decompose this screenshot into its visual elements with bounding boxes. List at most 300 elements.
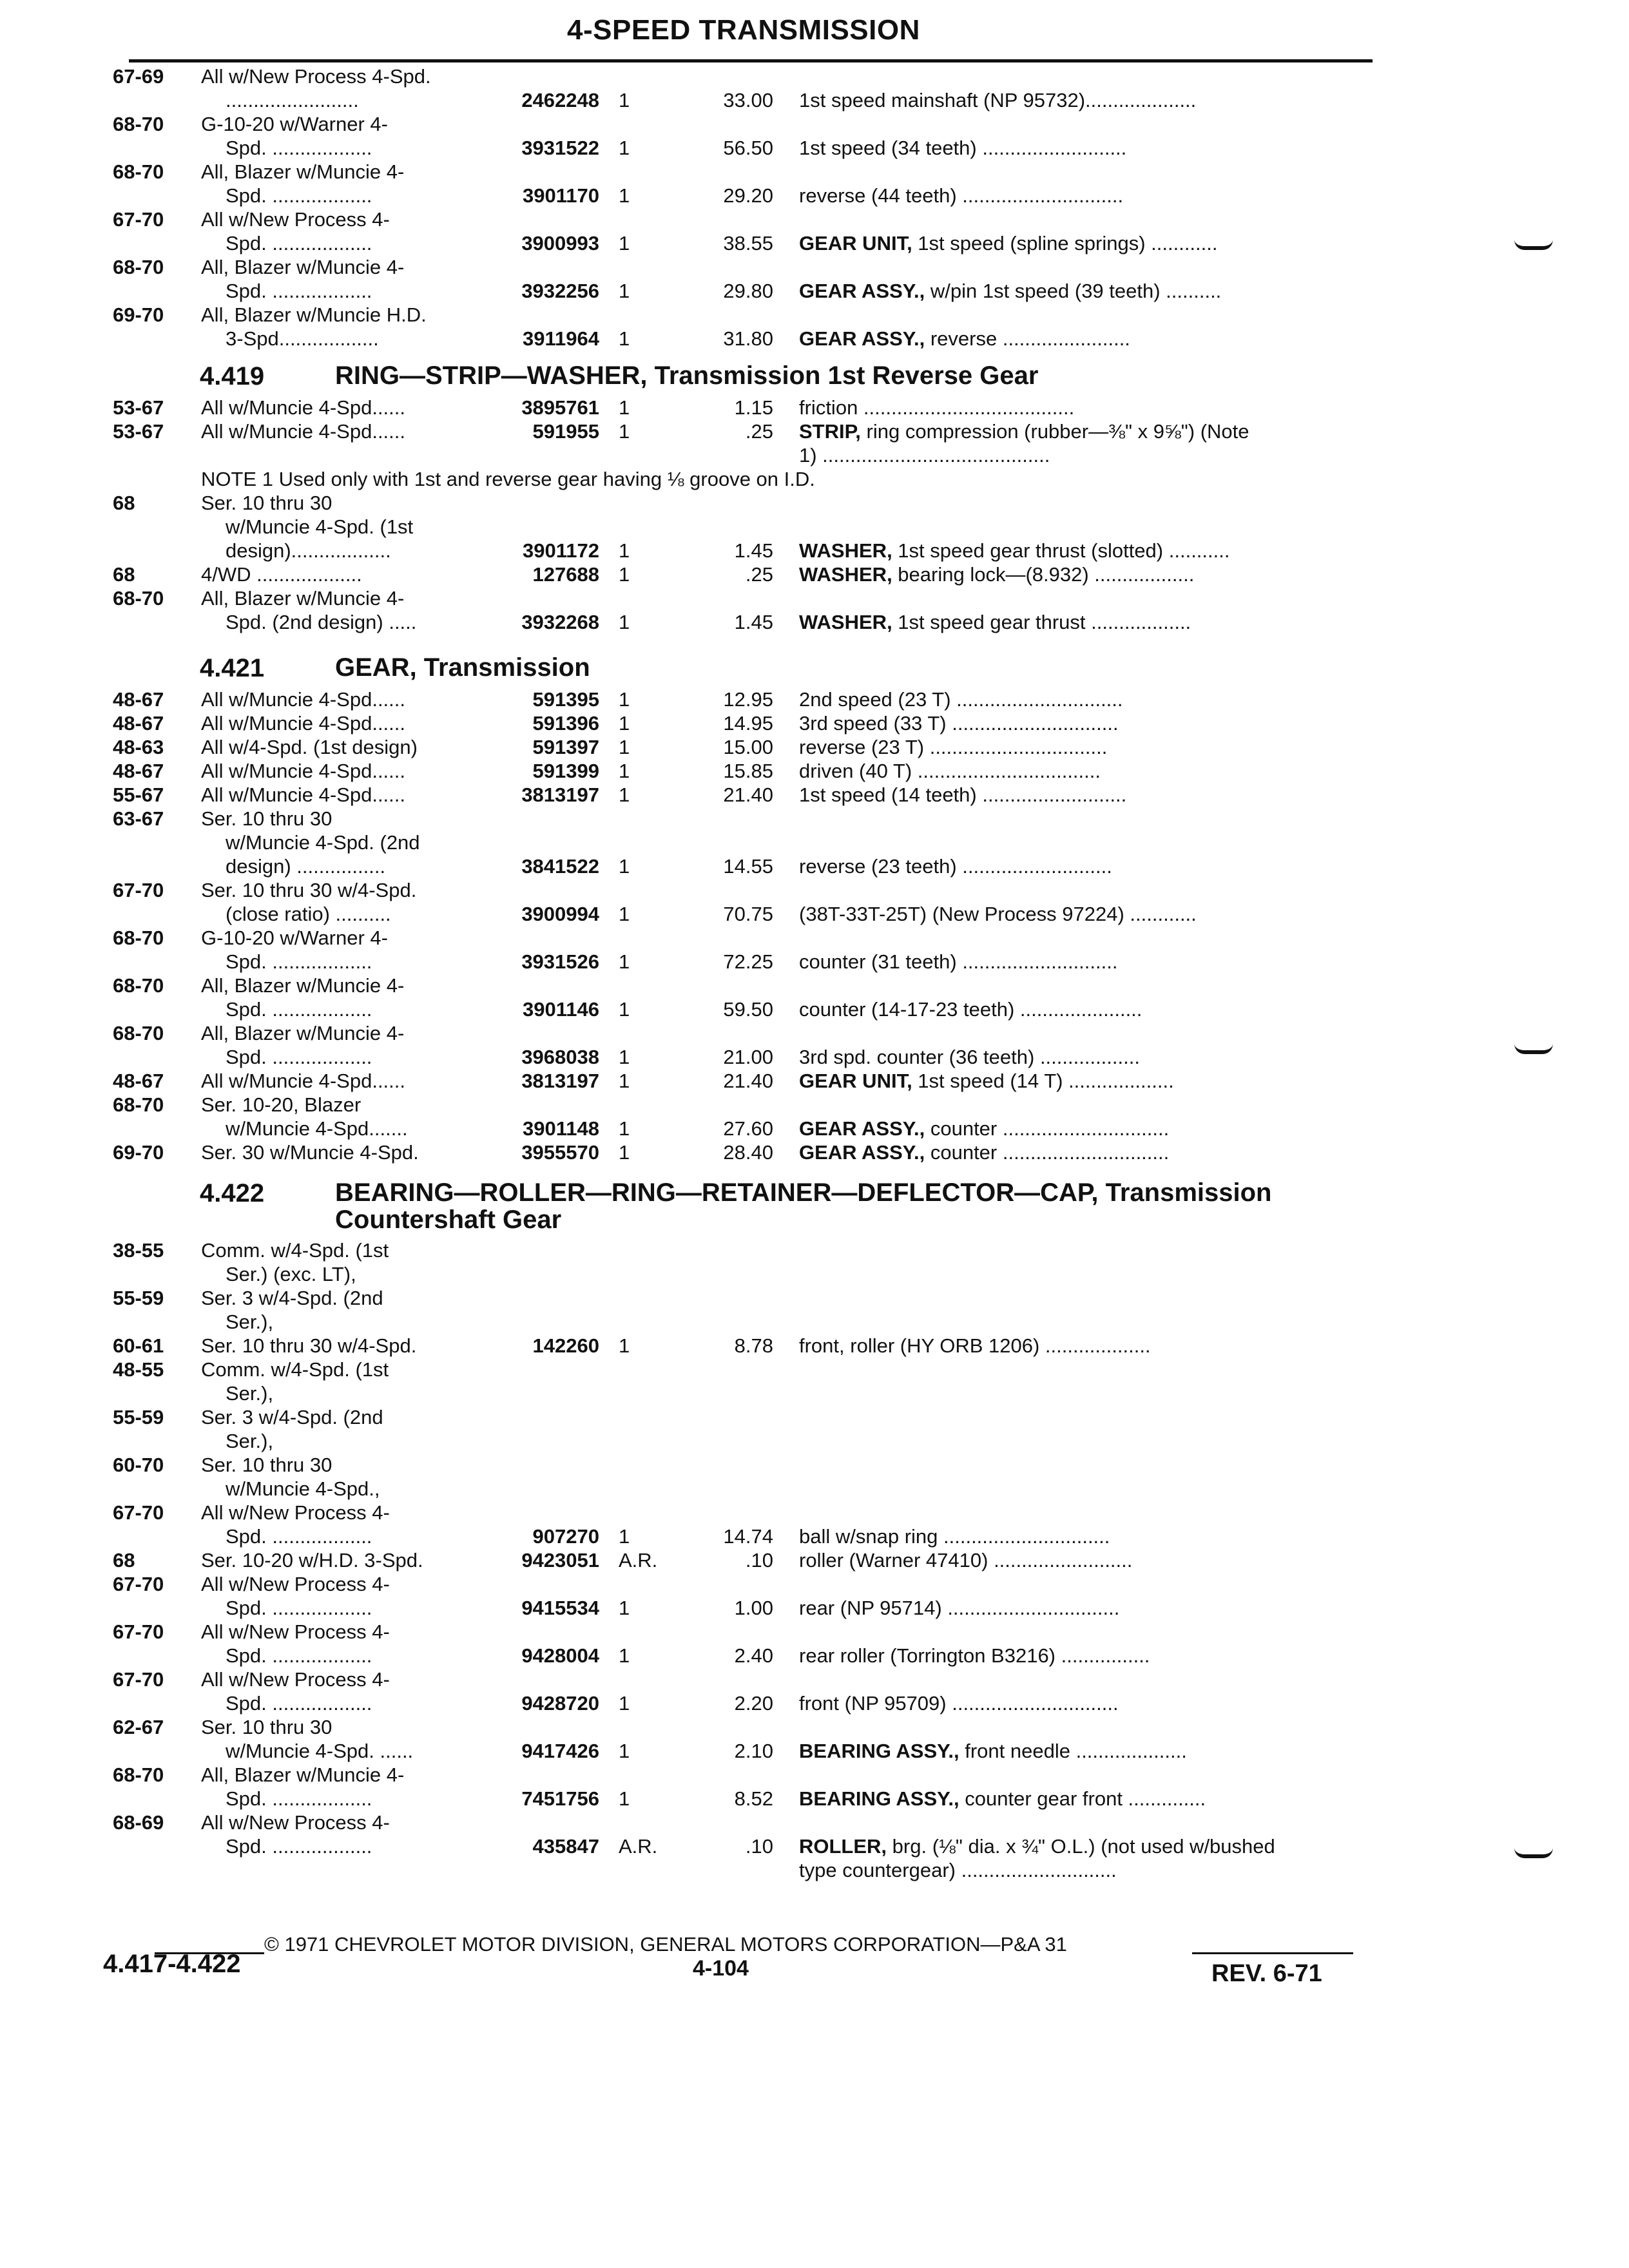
application: Comm. w/4-Spd. (1st (201, 1358, 389, 1381)
application: Ser. 10-20, Blazer (201, 1093, 361, 1116)
application: Spd. .................. (226, 184, 372, 207)
description-text: counter (31 teeth) ............................ (799, 950, 1118, 973)
application: Ser. 10 thru 30 w/4-Spd. (201, 1334, 417, 1357)
part-description (799, 1140, 1373, 1164)
description-text: 1st speed (14 teeth) .......................... (799, 783, 1127, 806)
section-title: GEAR, Transmission (335, 653, 590, 682)
application: w/Muncie 4-Spd....... (226, 1117, 408, 1140)
model-years: 68 (113, 492, 135, 514)
description-text: 3rd speed (33 T) .............................. (799, 712, 1119, 735)
quantity: 1 (619, 1740, 630, 1762)
application: (close ratio) .......... (226, 903, 391, 925)
section-number: 4.419 (200, 362, 265, 390)
model-years: 67-70 (113, 1573, 164, 1595)
part-description (799, 1045, 1373, 1069)
price: 14.74 (723, 1525, 773, 1548)
part-row (0, 160, 1629, 184)
part-type: WASHER, (799, 539, 892, 562)
application: All w/Muncie 4-Spd...... (201, 783, 406, 806)
description-text: brg. (⅛" dia. x ¾" O.L.) (not used w/bushed (887, 1835, 1275, 1858)
part-description (799, 783, 1373, 807)
quantity: 1 (619, 950, 630, 973)
model-years: 48-55 (113, 1358, 164, 1381)
part-description (799, 1069, 1373, 1093)
quantity: 1 (619, 137, 630, 159)
model-years: 55-59 (113, 1406, 164, 1428)
model-years: 68-70 (113, 974, 164, 997)
application: design).................. (226, 539, 391, 562)
model-years: 60-61 (113, 1334, 164, 1357)
part-row (0, 1310, 1629, 1334)
part-description (799, 759, 1373, 783)
section-number: 4.422 (200, 1179, 265, 1207)
part-description (799, 1334, 1373, 1358)
part-row (0, 586, 1629, 610)
part-number: 435847 (532, 1835, 599, 1858)
description-text: front, roller (HY ORB 1206) ................... (799, 1334, 1151, 1357)
price: 56.50 (723, 137, 773, 159)
application: 3-Spd.................. (226, 327, 379, 350)
description-text: counter gear front .............. (959, 1787, 1206, 1810)
part-description (799, 1524, 1373, 1548)
price: 33.00 (723, 89, 773, 111)
part-description (799, 88, 1373, 112)
part-number: 3895761 (521, 396, 599, 419)
model-years: 55-59 (113, 1287, 164, 1309)
price: 14.95 (723, 712, 773, 735)
part-number: 9417426 (521, 1740, 599, 1762)
part-row (0, 1117, 1629, 1140)
part-number: 3813197 (521, 1070, 599, 1092)
model-years: 69-70 (113, 303, 164, 326)
part-row (0, 279, 1629, 303)
description-text: counter .............................. (925, 1141, 1170, 1164)
application: Ser. 10 thru 30 (201, 1716, 333, 1738)
price: 59.50 (723, 998, 773, 1021)
part-description (799, 327, 1373, 351)
application: Comm. w/4-Spd. (1st (201, 1239, 389, 1262)
price: 12.95 (723, 688, 773, 711)
description-text: front (NP 95709) .............................. (799, 1692, 1119, 1715)
model-years: 68-70 (113, 113, 164, 135)
part-row (0, 1093, 1629, 1117)
application: Ser. 30 w/Muncie 4-Spd. (201, 1141, 419, 1164)
part-row (0, 1787, 1629, 1811)
application: Spd. .................. (226, 137, 372, 159)
application: Ser. 10-20 w/H.D. 3-Spd. (201, 1549, 423, 1571)
part-number: 3841522 (521, 855, 599, 878)
part-description (799, 231, 1373, 255)
description-text: 3rd spd. counter (36 teeth) .................. (799, 1046, 1140, 1068)
binding-mark (1514, 1848, 1553, 1858)
part-row (0, 1572, 1629, 1596)
section-range: 4.417-4.422 (103, 1950, 241, 1978)
section-heading (0, 1179, 1629, 1238)
application: Spd. .................. (226, 1644, 372, 1667)
application: Ser. 10 thru 30 w/4-Spd. (201, 879, 417, 901)
application: All w/Muncie 4-Spd...... (201, 396, 406, 419)
part-number: 3901148 (523, 1117, 599, 1140)
application: Spd. .................. (226, 1525, 372, 1548)
part-row (0, 1834, 1629, 1858)
section-intro (0, 64, 1629, 351)
part-number: 3955570 (521, 1141, 599, 1164)
part-row (0, 997, 1629, 1021)
application: w/Muncie 4-Spd., (226, 1477, 380, 1500)
part-row (0, 1644, 1629, 1667)
part-row (0, 303, 1629, 327)
price: 8.52 (734, 1787, 773, 1810)
description-text: ring compression (rubber—⅜" x 9⅝") (Note (860, 420, 1249, 443)
quantity: 1 (619, 1525, 630, 1548)
application: Spd. .................. (226, 1597, 372, 1619)
model-years: 48-67 (113, 1070, 164, 1092)
application: All, Blazer w/Muncie H.D. (201, 303, 427, 326)
part-row (0, 1453, 1629, 1477)
part-row (0, 1477, 1629, 1501)
model-years: 68-70 (113, 587, 164, 610)
part-row (0, 878, 1629, 902)
application: All, Blazer w/Muncie 4- (201, 974, 405, 997)
application: All w/New Process 4- (201, 1620, 390, 1643)
quantity: 1 (619, 1334, 630, 1357)
part-description (799, 711, 1373, 735)
section-heading (0, 362, 1629, 396)
part-row (0, 1596, 1629, 1620)
part-description (799, 854, 1373, 878)
price: 72.25 (723, 950, 773, 973)
quantity: 1 (619, 736, 630, 758)
part-row (0, 974, 1629, 997)
model-years: 48-67 (113, 688, 164, 711)
application: All, Blazer w/Muncie 4- (201, 587, 405, 610)
application: All w/4-Spd. (1st design) (201, 736, 418, 758)
description-text: counter .............................. (925, 1117, 1170, 1140)
description-text: 1st speed gear thrust .................. (892, 611, 1191, 633)
description-text: rear (NP 95714) ............................... (799, 1597, 1120, 1619)
application: Spd. (2nd design) ..... (226, 611, 417, 633)
part-number: 9428004 (521, 1644, 599, 1667)
part-number: 3931522 (521, 137, 599, 159)
part-row (0, 1334, 1629, 1358)
part-row (0, 539, 1629, 562)
part-row (0, 1501, 1629, 1524)
part-description (799, 610, 1373, 634)
application: Ser. 3 w/4-Spd. (2nd (201, 1287, 383, 1309)
description-text: front needle .................... (959, 1740, 1187, 1762)
application: All w/New Process 4- (201, 1811, 390, 1834)
description-text: reverse (23 teeth) ........................... (799, 855, 1112, 878)
part-row (0, 1358, 1629, 1381)
section-4-421 (0, 654, 1629, 1164)
model-years: 68-70 (113, 927, 164, 949)
part-description (799, 1858, 1373, 1882)
part-description (799, 1691, 1373, 1715)
price: 21.00 (723, 1046, 773, 1068)
price: 2.10 (734, 1740, 773, 1762)
price: 2.40 (734, 1644, 773, 1667)
part-number: 591395 (532, 688, 599, 711)
part-number: 3901172 (523, 539, 599, 562)
description-text: w/pin 1st speed (39 teeth) .......... (925, 280, 1222, 302)
application: Spd. .................. (226, 280, 372, 302)
part-row (0, 1262, 1629, 1286)
application: Spd. .................. (226, 1787, 372, 1810)
part-row (0, 1045, 1629, 1069)
price: 1.45 (734, 611, 773, 633)
model-years: 67-70 (113, 1668, 164, 1691)
quantity: 1 (619, 396, 630, 419)
part-row (0, 1286, 1629, 1310)
application: All w/New Process 4- (201, 1501, 390, 1524)
application: w/Muncie 4-Spd. ...... (226, 1740, 414, 1762)
application: All w/Muncie 4-Spd...... (201, 712, 406, 735)
page-number: 4-104 (693, 1956, 749, 1981)
part-number: 3900994 (521, 903, 599, 925)
section-title: RING—STRIP—WASHER, Transmission 1st Reverse Gear (335, 361, 1039, 390)
part-number: 591396 (532, 712, 599, 735)
application: 4/WD ................... (201, 563, 362, 586)
quantity: 1 (619, 1141, 630, 1164)
copyright-line: © 1971 CHEVROLET MOTOR DIVISION, GENERAL MOTORS CORPORATION—P&A 31 (264, 1933, 1067, 1956)
model-years: 67-70 (113, 1501, 164, 1524)
part-description (799, 136, 1373, 160)
quantity: 1 (619, 1597, 630, 1619)
description-text: type countergear) ............................ (799, 1859, 1117, 1881)
application: All, Blazer w/Muncie 4- (201, 160, 405, 183)
model-years: 67-70 (113, 1620, 164, 1643)
model-years: 53-67 (113, 396, 164, 419)
part-description (799, 902, 1373, 926)
model-years: 60-70 (113, 1454, 164, 1476)
part-row (0, 1069, 1629, 1093)
application: Spd. .................. (226, 1046, 372, 1068)
part-row (0, 1381, 1629, 1405)
part-description (799, 1739, 1373, 1763)
application: All, Blazer w/Muncie 4- (201, 256, 405, 278)
quantity: 1 (619, 184, 630, 207)
price: .10 (745, 1549, 773, 1571)
description-text: 1st speed (spline springs) ............ (912, 232, 1218, 255)
part-row (0, 419, 1629, 443)
description-text: reverse (23 T) ................................ (799, 736, 1108, 758)
application: All w/New Process 4- (201, 1668, 390, 1691)
price: 8.78 (734, 1334, 773, 1357)
description-text: 1) ......................................... (799, 444, 1050, 466)
part-row (0, 902, 1629, 926)
part-number: 3931526 (521, 950, 599, 973)
quantity: A.R. (619, 1835, 658, 1858)
part-description (799, 443, 1373, 467)
price: 1.00 (734, 1597, 773, 1619)
quantity: A.R. (619, 1549, 658, 1571)
part-description (799, 735, 1373, 759)
quantity: 1 (619, 1787, 630, 1810)
model-years: 48-67 (113, 712, 164, 735)
section-number: 4.421 (200, 654, 265, 682)
part-row (0, 1140, 1629, 1164)
section-4-422 (0, 1179, 1629, 1882)
model-years: 68-70 (113, 1763, 164, 1786)
price: 2.20 (734, 1692, 773, 1715)
application: w/Muncie 4-Spd. (2nd (226, 831, 420, 854)
model-years: 68-70 (113, 1093, 164, 1116)
application: All w/New Process 4-Spd. (201, 65, 431, 88)
quantity: 1 (619, 1692, 630, 1715)
part-row (0, 1548, 1629, 1572)
price: 28.40 (723, 1141, 773, 1164)
part-number: 591399 (532, 760, 599, 782)
section-heading (0, 654, 1629, 687)
part-row (0, 136, 1629, 160)
part-row (0, 783, 1629, 807)
model-years: 67-69 (113, 65, 164, 88)
application: Spd. .................. (226, 232, 372, 255)
part-description (799, 539, 1373, 562)
part-row (0, 1667, 1629, 1691)
quantity: 1 (619, 563, 630, 586)
description-text: 1st speed gear thrust (slotted) ........... (892, 539, 1230, 562)
part-number: 3901170 (523, 184, 599, 207)
model-years: 62-67 (113, 1716, 164, 1738)
part-type: GEAR ASSY., (799, 327, 925, 350)
part-row (0, 1429, 1629, 1453)
part-description (799, 1596, 1373, 1620)
footer-rule (1192, 1952, 1353, 1954)
description-text: reverse ....................... (925, 327, 1130, 350)
application: All w/Muncie 4-Spd...... (201, 420, 406, 443)
price: 15.85 (723, 760, 773, 782)
application: G-10-20 w/Warner 4- (201, 927, 388, 949)
application: Ser.) (exc. LT), (226, 1263, 356, 1285)
part-number: 3932268 (521, 611, 599, 633)
part-type: GEAR UNIT, (799, 232, 912, 255)
part-row (0, 184, 1629, 207)
model-years: 67-70 (113, 208, 164, 231)
part-number: 907270 (532, 1525, 599, 1548)
model-years: 68-69 (113, 1811, 164, 1834)
part-number: 9415534 (521, 1597, 599, 1619)
application: All, Blazer w/Muncie 4- (201, 1763, 405, 1786)
part-row (0, 1021, 1629, 1045)
application: Spd. .................. (226, 950, 372, 973)
part-row (0, 759, 1629, 783)
quantity: 1 (619, 420, 630, 443)
part-row (0, 854, 1629, 878)
price: 21.40 (723, 1070, 773, 1092)
part-description (799, 1117, 1373, 1140)
model-years: 69-70 (113, 1141, 164, 1164)
part-type: ROLLER, (799, 1835, 887, 1858)
model-years: 68-70 (113, 256, 164, 278)
quantity: 1 (619, 1046, 630, 1068)
model-years: 68 (113, 1549, 135, 1571)
part-type: GEAR ASSY., (799, 1141, 925, 1164)
part-type: WASHER, (799, 611, 892, 633)
application: Spd. .................. (226, 998, 372, 1021)
description-text: reverse (44 teeth) ............................. (799, 184, 1124, 207)
description-text: rear roller (Torrington B3216) ................ (799, 1644, 1150, 1667)
part-row (0, 491, 1629, 515)
part-description (799, 950, 1373, 974)
description-text: friction ...................................... (799, 396, 1075, 419)
part-type: GEAR UNIT, (799, 1070, 912, 1092)
application: Ser. 10 thru 30 (201, 807, 333, 830)
application: All w/Muncie 4-Spd...... (201, 760, 406, 782)
footnote-text: NOTE 1 Used only with 1st and reverse gear having ⅛ groove on I.D. (201, 468, 815, 490)
part-row (0, 1620, 1629, 1644)
model-years: 68-70 (113, 160, 164, 183)
application: Ser.), (226, 1382, 274, 1405)
part-description (799, 997, 1373, 1021)
part-row (0, 64, 1629, 88)
part-row (0, 255, 1629, 279)
description-text: 1st speed (14 T) ................... (912, 1070, 1174, 1092)
part-number: 9423051 (521, 1549, 599, 1571)
part-number: 3901146 (523, 998, 599, 1021)
price: 38.55 (723, 232, 773, 255)
part-row (0, 687, 1629, 711)
application: Ser.), (226, 1311, 274, 1333)
footnote (0, 467, 1629, 491)
application: Spd. .................. (226, 1835, 372, 1858)
part-row (0, 112, 1629, 136)
application: All, Blazer w/Muncie 4- (201, 1022, 405, 1044)
description-text: bearing lock—(8.932) .................. (892, 563, 1195, 586)
price: 15.00 (723, 736, 773, 758)
application: Spd. .................. (226, 1692, 372, 1715)
part-row (0, 396, 1629, 419)
application: All w/New Process 4- (201, 208, 390, 231)
part-row (0, 807, 1629, 831)
binding-mark (1514, 1044, 1553, 1054)
description-text: 2nd speed (23 T) .............................. (799, 688, 1123, 711)
quantity: 1 (619, 998, 630, 1021)
quantity: 1 (619, 280, 630, 302)
part-row (0, 1858, 1629, 1882)
part-description (799, 279, 1373, 303)
part-row (0, 1739, 1629, 1763)
part-type: GEAR ASSY., (799, 280, 925, 302)
price: 14.55 (723, 855, 773, 878)
part-row (0, 1763, 1629, 1787)
application: Ser. 3 w/4-Spd. (2nd (201, 1406, 383, 1428)
part-description (799, 184, 1373, 207)
part-number: 9428720 (521, 1692, 599, 1715)
part-type: BEARING ASSY., (799, 1787, 959, 1810)
quantity: 1 (619, 903, 630, 925)
price: 27.60 (723, 1117, 773, 1140)
part-type: WASHER, (799, 563, 892, 586)
binding-mark (1514, 240, 1553, 250)
part-number: 7451756 (521, 1787, 599, 1810)
part-row (0, 1405, 1629, 1429)
application: All w/Muncie 4-Spd...... (201, 688, 406, 711)
part-number: 591955 (532, 420, 599, 443)
price: 21.40 (723, 783, 773, 806)
price: 70.75 (723, 903, 773, 925)
part-description (799, 562, 1373, 586)
quantity: 1 (619, 539, 630, 562)
part-row (0, 1238, 1629, 1262)
quantity: 1 (619, 327, 630, 350)
application: Ser.), (226, 1430, 274, 1452)
part-row (0, 1715, 1629, 1739)
model-years: 48-63 (113, 736, 164, 758)
part-number: 3911964 (523, 327, 599, 350)
quantity: 1 (619, 688, 630, 711)
quantity: 1 (619, 783, 630, 806)
